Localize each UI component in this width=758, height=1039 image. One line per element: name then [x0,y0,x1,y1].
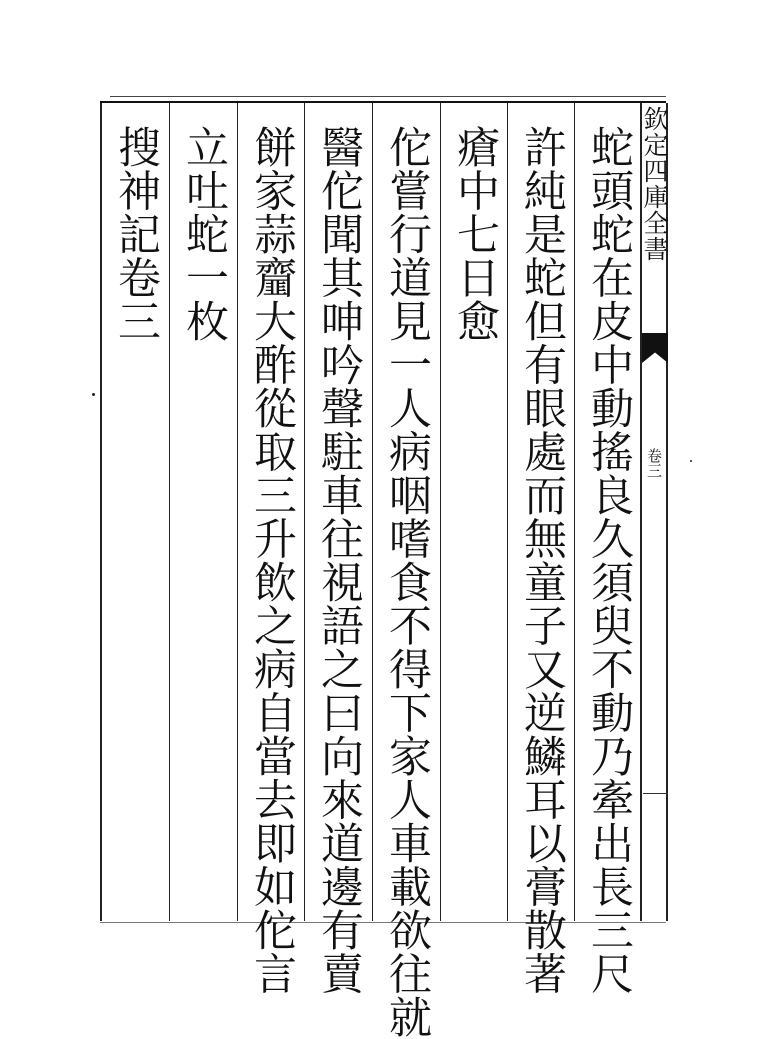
column-rule [440,103,441,921]
left-border [100,103,102,921]
text-column-5: 醫佗聞其呻吟聲駐車往視語之曰向來道邊有賣 [314,125,364,995]
text-column-8: 搜神記卷三 [111,125,161,343]
text-column-1: 蛇頭蛇在皮中動搖良久須臾不動乃牽出長三尺 [584,125,634,995]
column-rule [169,103,170,921]
margin-tick [643,793,668,794]
column-rule [507,103,508,921]
ink-speck [690,460,692,462]
column-rule [372,103,373,921]
top-border [100,101,666,103]
column-rule [304,103,305,921]
margin-title: 欽定四庫全書 [640,106,669,262]
margin-juan-label: 卷三 [645,448,663,478]
column-rule [237,103,238,921]
text-column-3: 瘡中七日愈 [450,125,500,343]
text-column-2: 許純是蛇但有眼處而無童子又逆鱗耳以膏散著 [517,125,567,995]
text-column-7: 立吐蛇一枚 [179,125,229,343]
column-rule [574,103,575,921]
top-border-thin [110,96,666,97]
text-column-4: 佗嘗行道見一人病咽嗜食不得下家人車載欲往就 [382,125,432,1039]
ink-speck [92,393,95,396]
text-column-6: 餅家蒜齏大酢從取三升飲之病自當去即如佗言 [247,125,297,995]
